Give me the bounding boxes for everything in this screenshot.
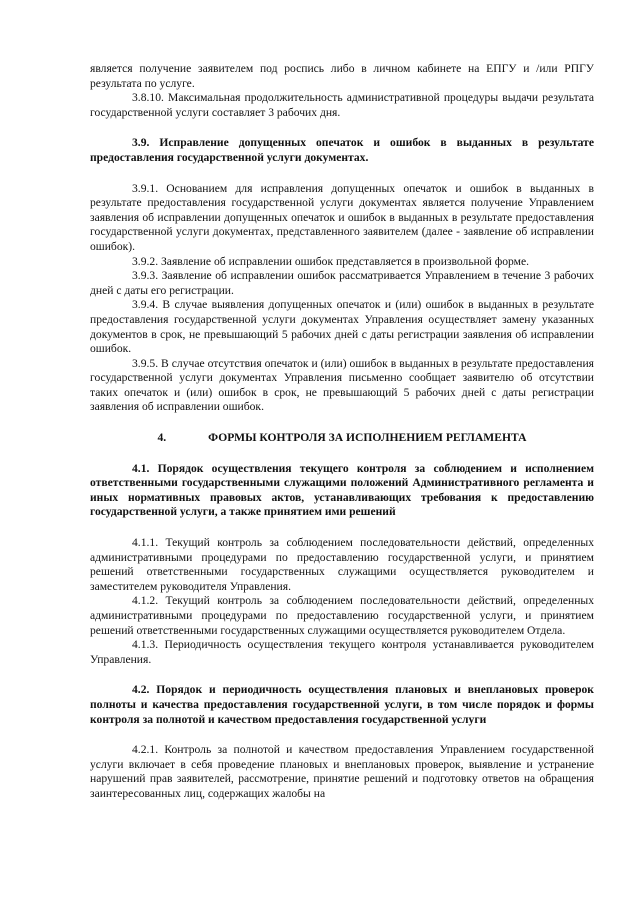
paragraph-4-2-1: 4.2.1. Контроль за полнотой и качеством предоставления Управлением государственной услуги включает в себя проведение плановых и внеплановых проверок, выявление и устранение нарушений прав заявителей, рассмотрение, принятие решений и подготовку ответов на обращения заинтересованных лиц, содержащих жалобы на xyxy=(90,743,594,800)
section-4-title: ФОРМЫ КОНТРОЛЯ ЗА ИСПОЛНЕНИЕМ РЕГЛАМЕНТА xyxy=(208,431,527,445)
paragraph-3-9-4: 3.9.4. В случае выявления допущенных опечаток и (или) ошибок в выданных в результате предоставления государственной услуги документах Управления осуществляет замену указанных документов в срок, не превышающий 5 рабочих дней с даты регистрации заявления об исправлении ошибок. xyxy=(90,298,594,356)
document-page xyxy=(90,62,594,802)
paragraph-3-9-2: 3.9.2. Заявление об исправлении ошибок представляется в произвольной форме. xyxy=(132,254,530,268)
paragraph-3-9-1: 3.9.1. Основанием для исправления допущенных опечаток и ошибок в выданных в результате предоставления государственной услуги документах является получение Управлением заявления об исправлении допущенных опечаток и ошибок в выданных в результате предоставления государственной услуги документах, представленного заявителем (далее - заявление об исправлении ошибок). xyxy=(90,181,594,253)
heading-4-2: 4.2. Порядок и периодичность осуществления плановых и внеплановых проверок полноты и качества предоставления государственной услуги, в том числе порядок и формы контроля за полнотой и качеством предоставления государственной услуги xyxy=(90,683,594,726)
section-4-heading xyxy=(90,431,594,446)
heading-3-9: 3.9. Исправление допущенных опечаток и ошибок в выданных в результате предоставления государственной услуги документах. xyxy=(90,136,594,164)
paragraph-4-1-2: 4.1.2. Текущий контроль за соблюдением последовательности действий, определенных административными процедурами по предоставлению государственной услуги, и принятием решений ответственными государственных служащими осуществляется руководителем Отдела. xyxy=(90,594,594,637)
section-4-number: 4. xyxy=(157,431,167,445)
paragraph-4-1-3: 4.1.3. Периодичность осуществления текущего контроля устанавливается руководителем Управления. xyxy=(90,638,594,666)
paragraph-3-9-5: 3.9.5. В случае отсутствия опечаток и (или) ошибок в выданных в результате предоставления государственной услуги документах Управления письменно сообщает заявителю об отсутствии таких опечаток и (или) ошибок в срок, не превышающий 5 рабочих дней с даты регистрации заявления об исправлении ошибок. xyxy=(90,356,594,414)
paragraph-continuation: является получение заявителем под роспись либо в личном кабинете на ЕПГУ и /или РПГУ результата по услуге. xyxy=(90,62,594,90)
paragraph-4-1-1: 4.1.1. Текущий контроль за соблюдением последовательности действий, определенных административными процедурами по предоставлению государственной услуги, и принятием решений ответственными государственных служащими осуществляется руководителем и заместителем руководителя Управления. xyxy=(90,536,594,593)
paragraph-3-8-10: 3.8.10. Максимальная продолжительность административной процедуры выдачи результата государственной услуги составляет 3 рабочих дня. xyxy=(90,91,594,119)
paragraph-3-9-3: 3.9.3. Заявление об исправлении ошибок рассматривается Управлением в течение 3 рабочих дней с даты его регистрации. xyxy=(90,269,594,297)
heading-4-1: 4.1. Порядок осуществления текущего контроля за соблюдением и исполнением ответственными государственными служащими положений Административного регламента и иных нормативных правовых актов, устанавливающих требования к предоставлению государственной услуги, а также принятием ими решений xyxy=(90,461,594,519)
